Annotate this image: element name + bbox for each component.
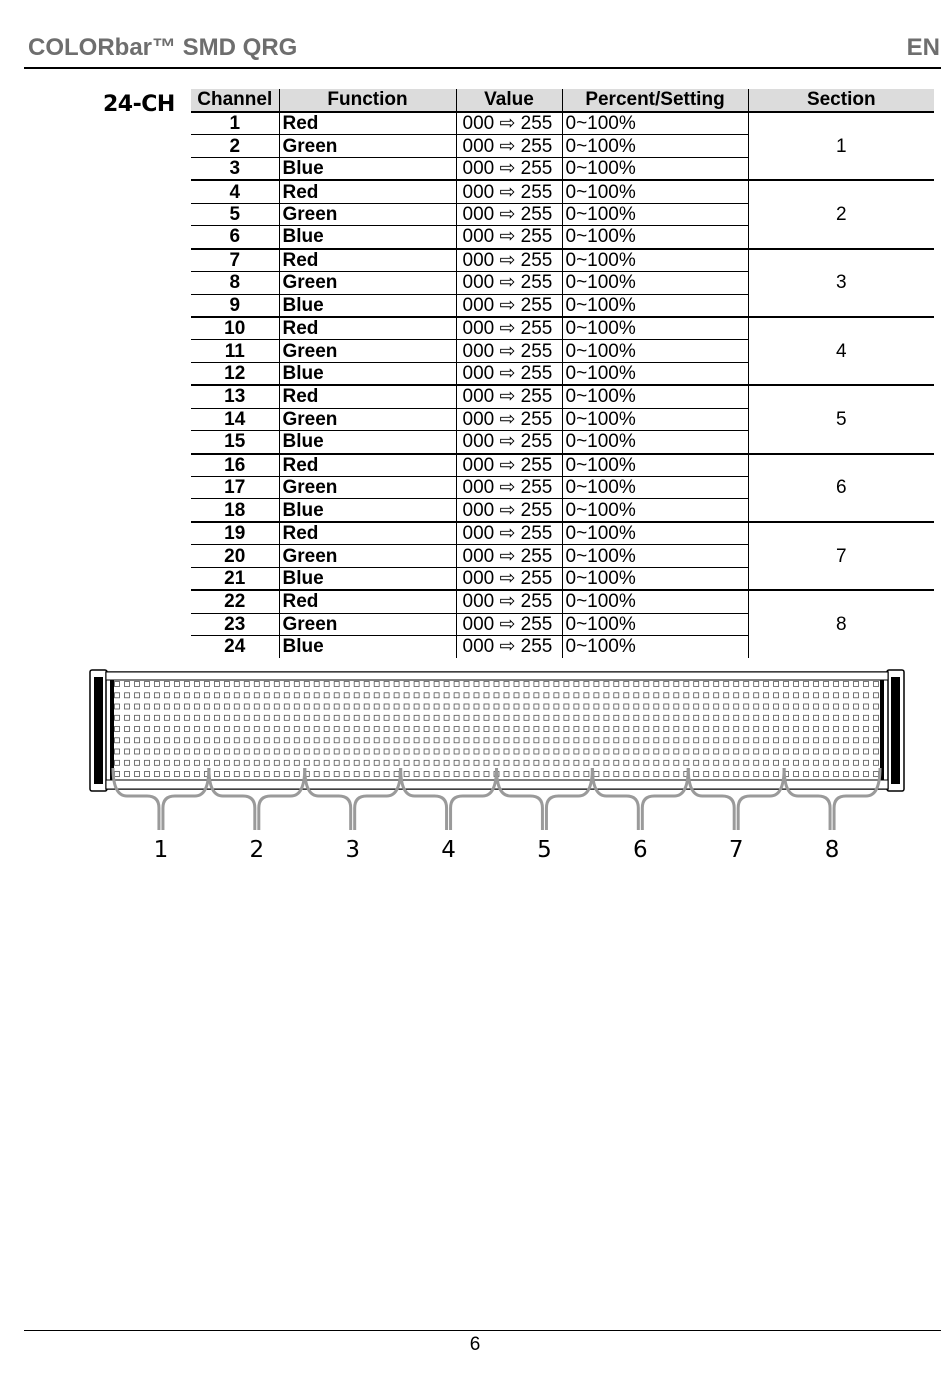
value-cell: 000 ⇨ 255 <box>456 135 562 157</box>
value-cell: 000 ⇨ 255 <box>456 385 562 408</box>
column-header-value: Value <box>456 89 562 112</box>
value-cell: 000 ⇨ 255 <box>456 522 562 545</box>
channel-cell: 6 <box>191 226 279 249</box>
section-label: 4 <box>441 837 456 863</box>
function-cell: Red <box>279 180 456 203</box>
percent-cell: 0~100% <box>562 203 748 225</box>
section-cell: 3 <box>748 249 934 317</box>
function-cell: Blue <box>279 362 456 385</box>
led-panel-left-edge <box>110 680 114 780</box>
function-cell: Red <box>279 112 456 135</box>
value-cell: 000 ⇨ 255 <box>456 431 562 454</box>
channel-cell: 9 <box>191 294 279 317</box>
value-cell: 000 ⇨ 255 <box>456 180 562 203</box>
value-cell: 000 ⇨ 255 <box>456 545 562 567</box>
percent-cell: 0~100% <box>562 157 748 180</box>
section-cell: 5 <box>748 385 934 453</box>
channel-cell: 11 <box>191 340 279 362</box>
percent-cell: 0~100% <box>562 249 748 272</box>
percent-cell: 0~100% <box>562 613 748 635</box>
function-cell: Blue <box>279 226 456 249</box>
percent-cell: 0~100% <box>562 454 748 477</box>
value-cell: 000 ⇨ 255 <box>456 567 562 590</box>
function-cell: Green <box>279 408 456 430</box>
fixture-top-rail <box>106 672 888 680</box>
section-label: 5 <box>537 837 552 863</box>
value-cell: 000 ⇨ 255 <box>456 226 562 249</box>
value-cell: 000 ⇨ 255 <box>456 157 562 180</box>
percent-cell: 0~100% <box>562 385 748 408</box>
percent-cell: 0~100% <box>562 272 748 294</box>
section-cell: 2 <box>748 180 934 248</box>
value-cell: 000 ⇨ 255 <box>456 362 562 385</box>
led-panel-right-edge <box>880 680 884 780</box>
channel-cell: 24 <box>224 636 246 658</box>
section-labels <box>154 837 840 863</box>
percent-cell: 0~100% <box>562 499 748 522</box>
function-cell: Green <box>279 613 456 635</box>
value-cell: 000 ⇨ 255 <box>456 408 562 430</box>
channel-cell: 12 <box>191 362 279 385</box>
percent-cell: 0~100% <box>562 294 748 317</box>
section-cell: 6 <box>748 454 934 522</box>
channel-cell: 23 <box>191 613 279 635</box>
footer-rule <box>24 1330 941 1331</box>
channel-cell: 18 <box>191 499 279 522</box>
value-cell: 000 ⇨ 255 <box>456 499 562 522</box>
channel-cell: 10 <box>191 317 279 340</box>
function-cell: Red <box>279 317 456 340</box>
function-cell: Green <box>279 272 456 294</box>
channel-cell: 20 <box>191 545 279 567</box>
section-cell: 1 <box>748 112 934 180</box>
function-cell: Blue <box>279 157 456 180</box>
percent-cell: 0~100% <box>562 636 748 658</box>
value-cell: 000 ⇨ 255 <box>456 613 562 635</box>
right-end-cap-inner <box>891 677 900 784</box>
value-cell: 000 ⇨ 255 <box>456 112 562 135</box>
function-cell: Green <box>279 203 456 225</box>
section-cell: 7 <box>748 522 934 590</box>
column-header-section: Section <box>748 89 934 112</box>
value-cell: 000 ⇨ 255 <box>456 203 562 225</box>
function-cell: Red <box>279 590 456 613</box>
channel-cell: 4 <box>191 180 279 203</box>
section-cell: 8 <box>748 590 934 657</box>
value-cell: 000 ⇨ 255 <box>456 590 562 613</box>
percent-cell: 0~100% <box>562 340 748 362</box>
channel-cell: 1 <box>191 112 279 135</box>
function-cell: Green <box>279 545 456 567</box>
channel-cell: 14 <box>191 408 279 430</box>
function-cell: Green <box>279 135 456 157</box>
function-cell: Red <box>279 385 456 408</box>
left-end-cap-inner <box>94 677 103 784</box>
function-cell: Red <box>279 454 456 477</box>
function-cell: Blue <box>279 499 456 522</box>
percent-cell: 0~100% <box>562 408 748 430</box>
section-label: 7 <box>728 837 744 863</box>
value-cell: 000 ⇨ 255 <box>456 317 562 340</box>
column-header-percent: Percent/Setting <box>562 89 748 112</box>
percent-cell: 0~100% <box>562 522 748 545</box>
column-header-channel: Channel <box>191 89 279 112</box>
value-cell: 000 ⇨ 255 <box>456 249 562 272</box>
channel-cell: 8 <box>191 272 279 294</box>
channel-cell: 3 <box>191 157 279 180</box>
channel-cell: 7 <box>191 249 279 272</box>
percent-cell: 0~100% <box>562 112 748 135</box>
channel-cell: 5 <box>191 203 279 225</box>
percent-cell: 0~100% <box>562 567 748 590</box>
channel-cell: 17 <box>191 477 279 499</box>
percent-cell: 0~100% <box>562 180 748 203</box>
value-cell: 000 ⇨ 255 <box>456 340 562 362</box>
function-cell: Blue <box>279 431 456 454</box>
channel-cell: 13 <box>191 385 279 408</box>
channel-cell: 2 <box>191 135 279 157</box>
percent-cell: 0~100% <box>562 362 748 385</box>
percent-cell: 0~100% <box>562 545 748 567</box>
function-cell: Blue <box>279 636 456 658</box>
channel-cell: 16 <box>191 454 279 477</box>
section-label: 8 <box>824 837 840 863</box>
percent-cell: 0~100% <box>562 590 748 613</box>
section-label: 1 <box>153 837 169 863</box>
channel-cell: 21 <box>191 567 279 590</box>
value-cell: 000 ⇨ 255 <box>456 636 562 658</box>
value-cell: 000 ⇨ 255 <box>456 477 562 499</box>
percent-cell: 0~100% <box>562 135 748 157</box>
value-cell: 000 ⇨ 255 <box>456 272 562 294</box>
section-label: 6 <box>632 837 648 863</box>
function-cell: Red <box>279 522 456 545</box>
percent-cell: 0~100% <box>562 226 748 249</box>
channel-cell: 22 <box>191 590 279 613</box>
page-number: 6 <box>469 1334 481 1355</box>
value-cell: 000 ⇨ 255 <box>456 454 562 477</box>
channel-cell: 15 <box>191 431 279 454</box>
percent-cell: 0~100% <box>562 477 748 499</box>
language-code: EN <box>906 34 940 61</box>
function-cell: Blue <box>279 567 456 590</box>
function-cell: Blue <box>279 294 456 317</box>
function-cell: Green <box>279 340 456 362</box>
section-cell: 4 <box>748 317 934 385</box>
column-header-function: Function <box>279 89 456 112</box>
channel-cell: 19 <box>191 522 279 545</box>
function-cell: Green <box>279 477 456 499</box>
dmx-mode-label: 24-CH <box>103 92 175 117</box>
document-title: COLORbar™ SMD QRG <box>28 34 298 61</box>
percent-cell: 0~100% <box>562 317 748 340</box>
value-cell: 000 ⇨ 255 <box>456 294 562 317</box>
function-cell: Red <box>279 249 456 272</box>
section-label: 2 <box>249 837 265 863</box>
percent-cell: 0~100% <box>562 431 748 454</box>
section-label: 3 <box>345 837 361 863</box>
